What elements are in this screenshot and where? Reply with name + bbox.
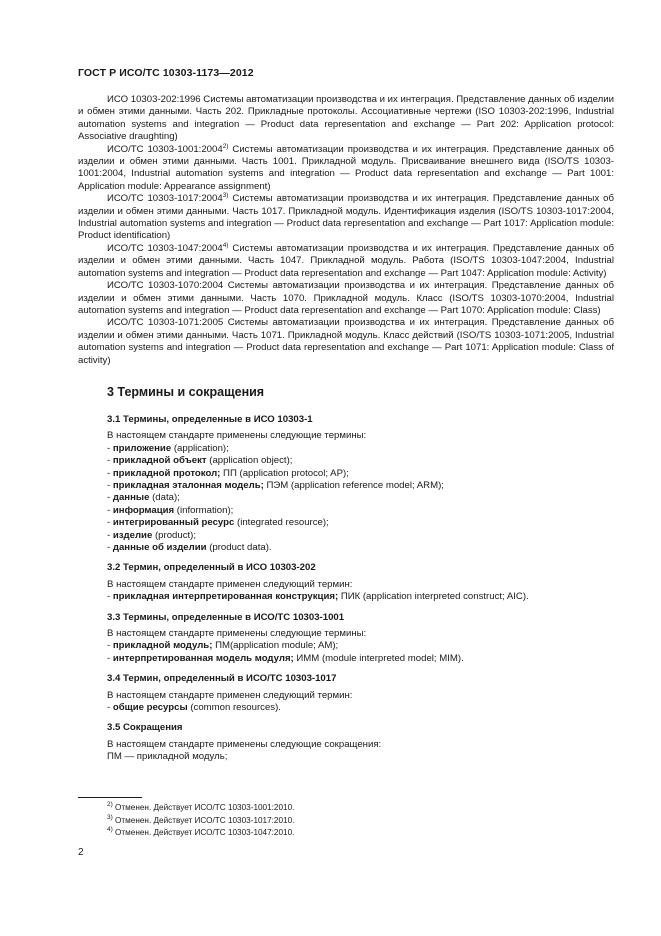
- term-item: [107, 492, 614, 504]
- term-description: (information);: [174, 504, 234, 516]
- reference-text: Системы автоматизации производства и их интеграция. Представление данных об изделии и обмен этими данными. Часть 1047. Прикладной модуль. Работа (ISO/TS 10303-1047:2004, Industrial automation systems and integration — Product data representation and exchange — Part 1047: Application module: Activity): [78, 242, 614, 279]
- term-item: [107, 751, 614, 763]
- footnote-marker: 4): [222, 241, 229, 249]
- term-name: прикладной объект: [112, 455, 207, 467]
- term-description: ПМ(application module; AM);: [212, 640, 339, 652]
- reference-code: ИСО/ТС 10303-1047:2004: [107, 242, 223, 254]
- subsection-intro: В настоящем стандарте применен следующий термин:: [107, 689, 353, 701]
- term-name: прикладной модуль;: [112, 640, 213, 652]
- term-item: [107, 455, 614, 467]
- footnote: [107, 827, 294, 840]
- term-dash: -: [107, 504, 113, 516]
- reference-code: ИСО/ТС 10303-1017:2004: [107, 193, 223, 205]
- term-description: (data);: [149, 492, 180, 504]
- term-name: данные об изделии: [112, 542, 207, 553]
- page-content: [78, 94, 614, 764]
- term-name: данные: [112, 492, 150, 504]
- footnote-marker: 3): [222, 192, 229, 200]
- term-item: [107, 702, 614, 714]
- term-description: (application);: [171, 442, 229, 454]
- term-description: ПМ — прикладной модуль;: [107, 751, 228, 763]
- term-name: информация: [112, 504, 175, 516]
- term-item: [107, 653, 614, 665]
- term-dash: -: [107, 492, 113, 504]
- footnotes: [107, 802, 294, 840]
- term-description: ПЭМ (application reference model; ARM);: [263, 479, 444, 491]
- term-description: (integrated resource);: [234, 517, 329, 529]
- term-item: [107, 480, 614, 492]
- term-dash: -: [107, 455, 113, 467]
- term-item: [107, 542, 614, 554]
- subsection-heading: 3.2 Термин, определенный в ИСО 10303-202: [107, 562, 316, 574]
- term-description: (product);: [152, 529, 197, 541]
- term-dash: -: [107, 702, 113, 714]
- reference-entry: [78, 94, 614, 144]
- footnote-text: Отменен. Действует ИСО/ТС 10303-1017:2010.: [112, 815, 295, 825]
- reference-entry: [78, 317, 614, 367]
- reference-text: Системы автоматизации производства и их интеграция. Представление данных об изделии и обмен этими данными. Часть 1070. Прикладной модуль. Класс (ISO/TS 10303-1070:2004, Industrial automation systems and integration — Product data representation and exchange — Part 1070: Application module: Class): [78, 280, 614, 316]
- footnote-mark: 2): [107, 801, 113, 808]
- footnote-marker: 2): [222, 142, 229, 150]
- term-dash: -: [107, 467, 113, 479]
- footnote: [107, 815, 294, 828]
- term-name: приложение: [112, 442, 172, 454]
- running-header: ГОСТ Р ИСО/ТС 10303-1173—2012: [78, 67, 254, 79]
- reference-text: Системы автоматизации производства и их интеграция. Представление данных об изделии и обмен этими данными. Часть 1001. Прикладной модуль. Присваивание внешнего вида (ISO/TS 10303-1001:2004, Industrial automation systems and integration — Product data representation and exchange — Part 1001: Application module: Appearance assignment): [78, 143, 614, 192]
- normative-references: [78, 94, 614, 367]
- term-dash: -: [107, 640, 113, 652]
- term-item: [107, 468, 614, 480]
- term-description: (product data).: [206, 542, 272, 553]
- term-name: изделие: [112, 529, 153, 541]
- reference-text: Системы автоматизации производства и их интеграция. Представление данных об изделии и обмен этими данными. Часть 1071. Прикладной модуль. Класс действий (ISO/TS 10303-1071:2005, Industrial automation systems and integration — Product data representation and exchange — Part 1071: Application module: Class of activity): [78, 317, 614, 366]
- term-dash: -: [107, 442, 113, 454]
- term-item: [107, 443, 614, 455]
- footnote-separator: [78, 797, 142, 798]
- subsection-intro: В настоящем стандарте применены следующие сокращения:: [107, 738, 382, 750]
- footnote-mark: 3): [107, 813, 113, 821]
- reference-code: ИСО 10303-202:1996: [107, 94, 201, 105]
- footnote: [107, 802, 294, 815]
- subsection-heading: 3.1 Термины, определенные в ИСО 10303-1: [107, 413, 313, 425]
- term-name: общие ресурсы: [112, 702, 188, 714]
- subsection-heading: 3.4 Термин, определенный в ИСО/ТС 10303-1017: [107, 673, 337, 685]
- footnote-text: Отменен. Действует ИСО/ТС 10303-1001:2010.: [112, 803, 295, 812]
- term-dash: -: [107, 479, 113, 491]
- page-number: 2: [78, 847, 84, 858]
- term-name: интегрированный ресурс: [112, 517, 235, 529]
- subsection-intro: В настоящем стандарте применен следующий термин:: [107, 578, 353, 590]
- reference-entry: [78, 144, 614, 194]
- reference-code: ИСО/ТС 10303-1071:2005: [107, 317, 224, 329]
- reference-entry: [78, 243, 614, 280]
- term-dash: -: [107, 591, 113, 603]
- term-description: ИММ (module interpreted model; MIM).: [293, 652, 464, 664]
- term-description: (common resources).: [187, 702, 281, 714]
- term-item: [107, 640, 614, 652]
- subsection-intro: В настоящем стандарте применены следующие термины:: [107, 628, 367, 640]
- term-item: [107, 530, 614, 542]
- reference-text: Системы автоматизации производства и их интеграция. Представление данных об изделии и обмен этими данными. Часть 1017. Прикладной модуль. Идентификация изделия (ISO/TS 10303-1017:2004, Industrial automation systems and integration — Product data representation and exchange — Part 1017: Application module: Product identification): [78, 193, 614, 242]
- term-item: [107, 591, 614, 603]
- reference-code: ИСО/ТС 10303-1070:2004: [107, 280, 224, 292]
- term-item: [107, 517, 614, 529]
- reference-entry: [78, 193, 614, 243]
- term-description: ПП (application protocol; AP);: [220, 467, 349, 479]
- footnote-text: Отменен. Действует ИСО/ТС 10303-1047:2010.: [112, 828, 295, 838]
- term-name: интерпретированная модель модуля;: [112, 652, 294, 664]
- section-heading: 3 Термины и сокращения: [107, 384, 265, 399]
- term-dash: -: [107, 517, 113, 529]
- term-dash: -: [107, 652, 113, 664]
- subsection-heading: 3.5 Сокращения: [107, 722, 183, 734]
- term-name: прикладная интерпретированная конструкция;: [112, 591, 339, 603]
- term-dash: -: [107, 542, 113, 553]
- term-item: [107, 505, 614, 517]
- term-name: прикладная эталонная модель;: [112, 479, 264, 491]
- footnote-mark: 4): [107, 826, 113, 834]
- reference-entry: [78, 280, 614, 317]
- reference-text: Системы автоматизации производства и их интеграция. Представление данных об изделии и обмен этими данными. Часть 202. Прикладные протоколы. Ассоциативные чертежи (ISO 10303-202:1996, Industrial automation systems and integration — Product data representation and exchange — Part 202: Application protocol: Associative draughting): [78, 94, 614, 143]
- reference-code: ИСО/ТС 10303-1001:2004: [107, 143, 223, 155]
- term-description: ПИК (application interpreted construct; AIC).: [338, 591, 529, 603]
- term-name: прикладной протокол;: [112, 467, 221, 479]
- term-dash: -: [107, 529, 113, 541]
- subsection-heading: 3.3 Термины, определенные в ИСО/ТС 10303-1001: [107, 611, 345, 623]
- term-description: (application object);: [206, 455, 293, 467]
- terms-subsections: [107, 414, 614, 764]
- subsection-intro: В настоящем стандарте применены следующие термины:: [107, 430, 367, 442]
